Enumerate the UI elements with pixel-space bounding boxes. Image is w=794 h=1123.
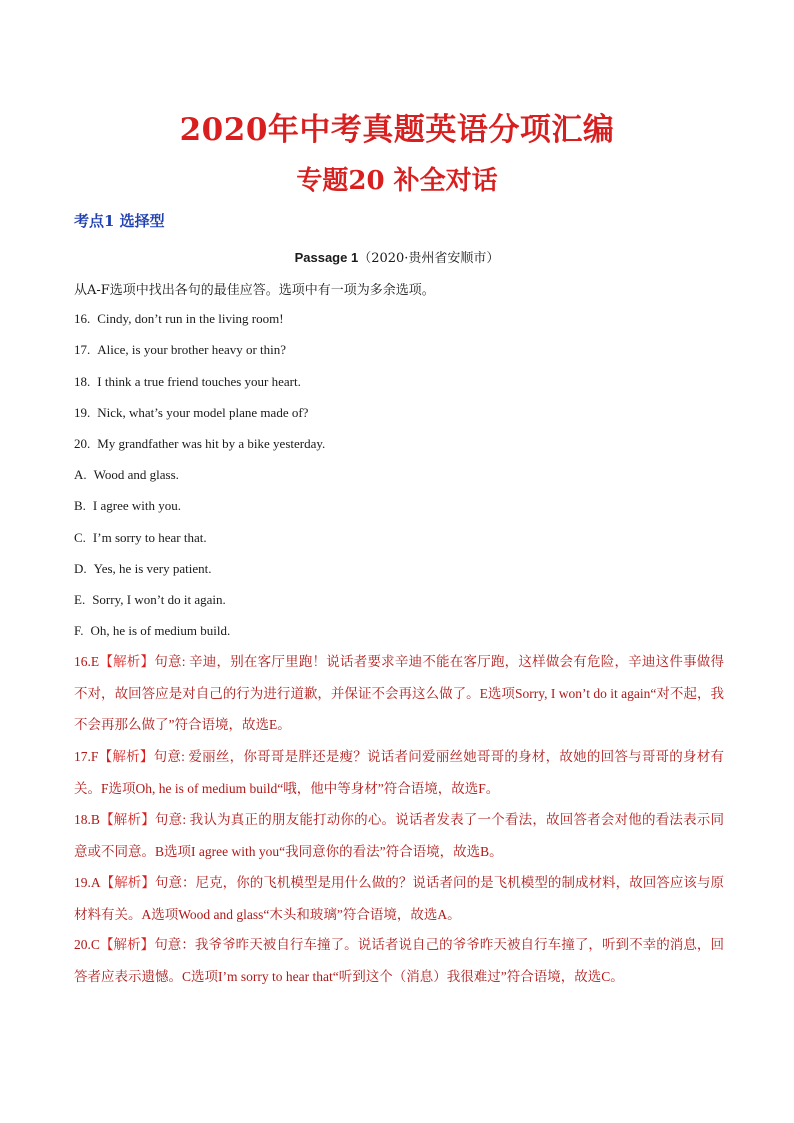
- option-item: [74, 561, 211, 577]
- question-number: 17.: [74, 342, 91, 357]
- option-text: Oh, he is of medium build.: [90, 623, 231, 638]
- answer-explanation: [74, 867, 724, 930]
- analysis-tag: 【解析】: [100, 875, 155, 890]
- instruction-text: 从A-F选项中找出各句的最佳应答。选项中有一项为多余选项。: [74, 283, 435, 298]
- option-text: Sorry, I won’t do it again.: [92, 592, 226, 607]
- answer-key: 19.A: [74, 875, 101, 890]
- question-text: I think a true friend touches your heart.: [97, 374, 301, 389]
- question-item: [74, 436, 325, 452]
- option-letter: B.: [74, 498, 86, 513]
- section-heading: 考点1 选择型: [74, 212, 165, 230]
- option-item: [74, 592, 226, 608]
- question-text: Cindy, don’t run in the living room!: [97, 311, 284, 326]
- analysis-tag: 【解析】: [99, 937, 155, 952]
- question-number: 20.: [74, 436, 91, 451]
- option-text: Yes, he is very patient.: [93, 561, 212, 576]
- question-text: My grandfather was hit by a bike yesterday.: [97, 436, 326, 451]
- passage-label: Passage 1: [294, 250, 359, 265]
- analysis-tag: 【解析】: [98, 749, 154, 764]
- answer-explanation: [74, 741, 724, 804]
- question-item: [74, 311, 284, 327]
- answer-text: 句意: 辛迪，别在客厅里跑！说话者要求辛迪不能在客厅跑，这样做会有危险，辛迪这件事做得不对，故回答应是对自己的行为进行道歉，并保证不会再这么做了。E选项Sorry, I won’t do it again“对不起，我不会再那么做了”符合语境，故选E。: [74, 654, 725, 732]
- answer-text: 句意: 我认为真正的朋友能打动你的心。说话者发表了一个看法，故回答者会对他的看法表示同意或不同意。B选项I agree with you“我同意你的看法”符合语境，故选B。: [74, 812, 724, 859]
- option-item: [74, 498, 181, 514]
- answer-key: 20.C: [74, 937, 100, 952]
- answer-text: 句意：我爷爷昨天被自行车撞了。说话者说自己的爷爷昨天被自行车撞了，听到不幸的消息，回答者应表示遗憾。C选项I’m sorry to hear that“听到这个（消息）我很难过”符合语境，故选C。: [74, 937, 725, 984]
- document-title: 2020年中考真题英语分项汇编: [179, 112, 615, 148]
- question-text: Nick, what’s your model plane made of?: [97, 405, 309, 420]
- option-text: I’m sorry to hear that.: [92, 530, 207, 545]
- question-number: 19.: [74, 405, 91, 420]
- option-letter: E.: [74, 592, 86, 607]
- question-number: 18.: [74, 374, 91, 389]
- answer-explanation: [74, 929, 724, 992]
- option-letter: D.: [74, 561, 87, 576]
- option-item: [74, 467, 179, 483]
- option-letter: F.: [74, 623, 84, 638]
- answer-text: 句意: 爱丽丝，你哥哥是胖还是瘦？说话者问爱丽丝她哥哥的身材，故她的回答与哥哥的身材有关。F选项Oh, he is of medium build“哦，他中等身材”符合语境，故选F。: [74, 749, 725, 796]
- passage-source: （2020·贵州省安顺市）: [358, 251, 500, 266]
- answer-explanation: [74, 804, 724, 867]
- document-subtitle: 专题20 补全对话: [296, 166, 498, 196]
- option-letter: A.: [74, 467, 87, 482]
- question-number: 16.: [74, 311, 91, 326]
- question-text: Alice, is your brother heavy or thin?: [97, 342, 287, 357]
- option-text: Wood and glass.: [93, 467, 179, 482]
- question-item: [74, 342, 286, 358]
- option-item: [74, 623, 230, 639]
- analysis-tag: 【解析】: [99, 812, 155, 827]
- answer-key: 17.F: [74, 749, 99, 764]
- option-item: [74, 530, 207, 546]
- option-letter: C.: [74, 530, 86, 545]
- answer-text: 句意：尼克，你的飞机模型是用什么做的？说话者问的是飞机模型的制成材料，故回答应该与原材料有关。A选项Wood and glass“木头和玻璃”符合语境，故选A。: [74, 875, 725, 922]
- passage-heading: [0, 247, 794, 266]
- answer-key: 18.B: [74, 812, 100, 827]
- answer-key: 16.E: [74, 654, 100, 669]
- answer-explanation: [74, 646, 724, 741]
- analysis-tag: 【解析】: [99, 654, 155, 669]
- option-text: I agree with you.: [92, 498, 182, 513]
- question-item: [74, 374, 301, 390]
- question-item: [74, 405, 308, 421]
